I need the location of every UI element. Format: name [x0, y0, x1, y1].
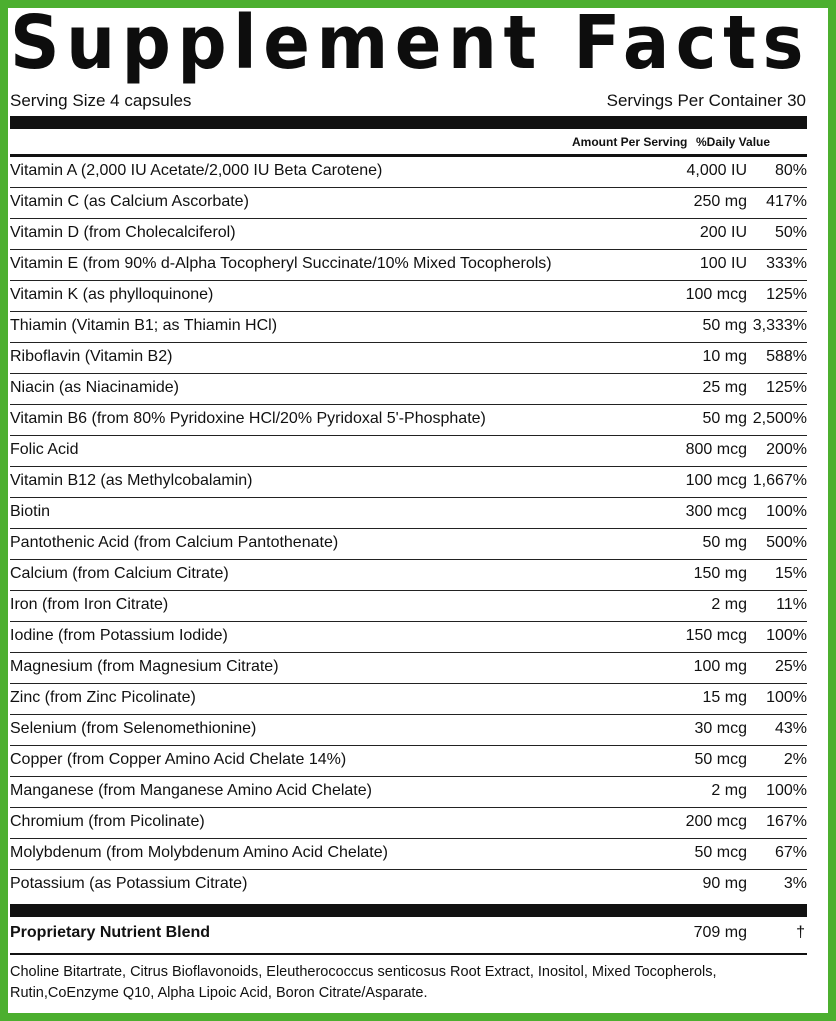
nutrient-daily-value: 588% — [766, 348, 807, 365]
nutrient-daily-value: 100% — [766, 689, 807, 706]
serving-size: Serving Size 4 capsules — [10, 91, 192, 110]
nutrient-name: Calcium (from Calcium Citrate) — [10, 565, 229, 582]
blend-amount: 709 mg — [693, 924, 747, 941]
nutrient-row — [10, 374, 807, 405]
nutrient-amount: 30 mcg — [694, 720, 747, 737]
nutrient-daily-value: 80% — [774, 162, 807, 179]
nutrient-row — [10, 250, 807, 281]
nutrient-amount: 100 IU — [699, 255, 747, 272]
nutrient-row — [10, 839, 807, 870]
servings-per-container: Servings Per Container 30 — [606, 91, 806, 110]
nutrient-name: Thiamin (Vitamin B1; as Thiamin HCl) — [10, 317, 278, 334]
nutrient-row — [10, 498, 807, 529]
nutrient-daily-value: 500% — [766, 534, 807, 551]
nutrient-daily-value: 125% — [766, 379, 807, 396]
nutrient-name: Vitamin A (2,000 IU Acetate/2,000 IU Beta Carotene) — [10, 162, 383, 179]
nutrient-daily-value: 100% — [766, 627, 807, 644]
nutrient-amount: 100 mg — [693, 658, 747, 675]
nutrient-amount: 25 mg — [702, 379, 747, 396]
nutrient-name: Vitamin C (as Calcium Ascorbate) — [10, 193, 249, 210]
nutrient-name: Selenium (from Selenomethionine) — [10, 720, 257, 737]
nutrient-amount: 50 mcg — [694, 751, 747, 768]
top-thick-divider — [10, 116, 807, 129]
nutrient-amount: 15 mg — [702, 689, 747, 706]
nutrient-amount: 250 mg — [693, 193, 747, 210]
nutrient-amount: 100 mcg — [685, 472, 747, 489]
nutrient-amount: 100 mcg — [685, 286, 747, 303]
nutrient-daily-value: 1,667% — [752, 472, 807, 489]
nutrient-name: Chromium (from Picolinate) — [10, 813, 205, 830]
nutrient-table — [10, 157, 807, 901]
nutrient-amount: 4,000 IU — [686, 162, 747, 179]
nutrient-daily-value: 333% — [766, 255, 807, 272]
nutrient-name: Copper (from Copper Amino Acid Chelate 14%) — [10, 751, 347, 768]
nutrient-row — [10, 808, 807, 839]
nutrient-name: Iodine (from Potassium Iodide) — [10, 627, 228, 644]
nutrient-name: Manganese (from Manganese Amino Acid Chelate) — [10, 782, 372, 799]
nutrient-row — [10, 281, 807, 312]
nutrient-row — [10, 188, 807, 219]
nutrient-row — [10, 343, 807, 374]
nutrient-amount: 50 mg — [702, 410, 747, 427]
nutrient-daily-value: 15% — [774, 565, 807, 582]
nutrient-name: Vitamin D (from Cholecalciferol) — [10, 224, 236, 241]
nutrient-daily-value: 43% — [774, 720, 807, 737]
nutrient-amount: 2 mg — [711, 782, 747, 799]
blend-dagger: † — [796, 924, 805, 941]
nutrient-row — [10, 405, 807, 436]
nutrient-amount: 800 mcg — [685, 441, 747, 458]
nutrient-row — [10, 529, 807, 560]
nutrient-name: Molybdenum (from Molybdenum Amino Acid Chelate) — [10, 844, 388, 861]
nutrient-row — [10, 777, 807, 808]
nutrient-row — [10, 591, 807, 622]
nutrient-row — [10, 436, 807, 467]
nutrient-row — [10, 746, 807, 777]
nutrient-daily-value: 3% — [783, 875, 807, 892]
nutrient-row — [10, 312, 807, 343]
daily-value-header: %Daily Value — [696, 135, 771, 149]
nutrient-row — [10, 715, 807, 746]
nutrient-amount: 50 mcg — [694, 844, 747, 861]
nutrient-row — [10, 467, 807, 498]
nutrient-name: Folic Acid — [10, 441, 79, 458]
nutrient-name: Riboflavin (Vitamin B2) — [10, 348, 173, 365]
nutrient-daily-value: 11% — [776, 596, 807, 613]
bottom-thick-divider — [10, 904, 807, 917]
nutrient-amount: 300 mcg — [685, 503, 747, 520]
nutrient-row — [10, 622, 807, 653]
nutrient-row — [10, 653, 807, 684]
column-header-row — [10, 131, 807, 153]
amount-header: Amount Per Serving — [572, 135, 688, 149]
nutrient-daily-value: 200% — [766, 441, 807, 458]
nutrient-name: Vitamin K (as phylloquinone) — [10, 286, 214, 303]
nutrient-name: Vitamin E (from 90% d-Alpha Tocopheryl Succinate/10% Mixed Tocopherols) — [10, 255, 552, 272]
nutrient-amount: 90 mg — [702, 875, 747, 892]
nutrient-amount: 150 mg — [693, 565, 747, 582]
nutrient-row — [10, 157, 807, 188]
nutrient-daily-value: 100% — [766, 782, 807, 799]
nutrient-daily-value: 2,500% — [752, 410, 807, 427]
nutrient-row — [10, 684, 807, 715]
nutrient-name: Magnesium (from Magnesium Citrate) — [10, 658, 279, 675]
nutrient-row — [10, 870, 807, 901]
serving-info — [10, 88, 806, 114]
blend-ingredients: Choline Bitartrate, Citrus Bioflavonoids, Eleutherococcus senticosus Root Extract, Inositol, Mixed Tocopherols, Rutin,CoEnzyme Q10, Alpha Lipoic Acid, Boron Citrate/Asparate. — [10, 964, 717, 1001]
nutrient-daily-value: 167% — [766, 813, 807, 830]
nutrient-name: Potassium (as Potassium Citrate) — [10, 875, 248, 892]
nutrient-daily-value: 125% — [766, 286, 807, 303]
nutrient-name: Pantothenic Acid (from Calcium Pantothenate) — [10, 534, 339, 551]
nutrient-daily-value: 2% — [783, 751, 807, 768]
blend-divider — [10, 953, 807, 955]
panel-title: Supplement Facts — [10, 0, 811, 86]
nutrient-amount: 10 mg — [702, 348, 747, 365]
nutrient-amount: 200 mcg — [685, 813, 747, 830]
nutrient-daily-value: 417% — [766, 193, 807, 210]
nutrient-daily-value: 67% — [774, 844, 807, 861]
nutrient-daily-value: 50% — [774, 224, 807, 241]
nutrient-daily-value: 25% — [774, 658, 807, 675]
nutrient-amount: 2 mg — [711, 596, 747, 613]
nutrient-daily-value: 3,333% — [752, 317, 807, 334]
proprietary-blend-row — [10, 920, 807, 948]
nutrient-daily-value: 100% — [766, 503, 807, 520]
nutrient-name: Vitamin B12 (as Methylcobalamin) — [10, 472, 253, 489]
nutrient-name: Iron (from Iron Citrate) — [10, 596, 169, 613]
nutrient-amount: 50 mg — [702, 317, 747, 334]
nutrient-name: Biotin — [10, 503, 51, 520]
nutrient-amount: 50 mg — [702, 534, 747, 551]
nutrient-name: Vitamin B6 (from 80% Pyridoxine HCl/20% Pyridoxal 5'-Phosphate) — [10, 410, 486, 427]
nutrient-name: Niacin (as Niacinamide) — [10, 379, 179, 396]
nutrient-name: Zinc (from Zinc Picolinate) — [10, 689, 196, 706]
nutrient-amount: 200 IU — [699, 224, 747, 241]
nutrient-row — [10, 219, 807, 250]
nutrient-amount: 150 mcg — [685, 627, 747, 644]
blend-name: Proprietary Nutrient Blend — [10, 924, 211, 941]
nutrient-row — [10, 560, 807, 591]
